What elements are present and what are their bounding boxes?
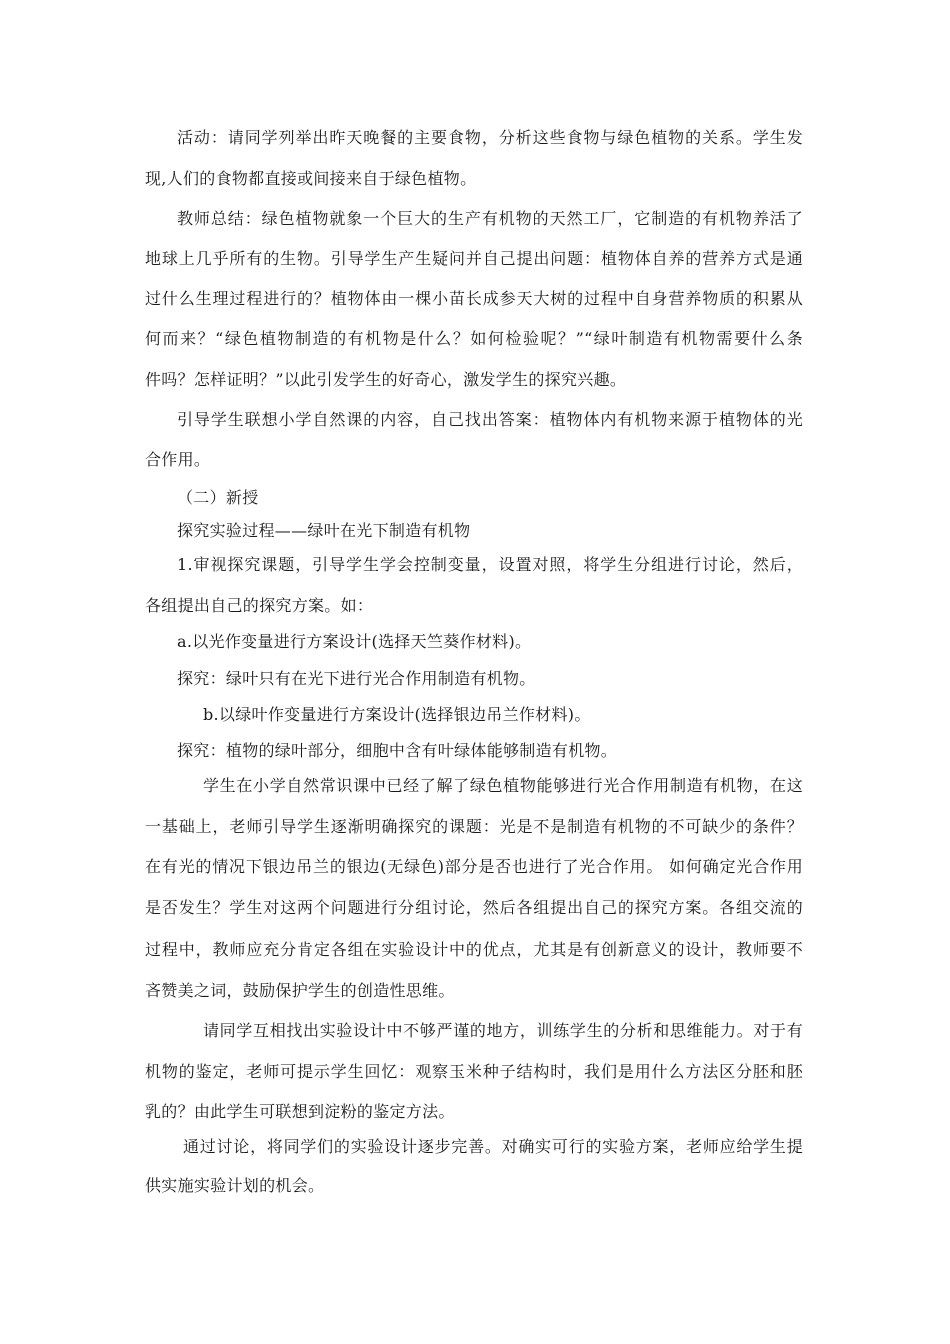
step-one-line-2: 各组提出自己的探究方案。如：: [145, 596, 374, 615]
paragraph-guide-line-2: 合作用。: [145, 450, 211, 469]
paragraph-student-line-4: 是否发生？学生对这两个问题进行分组讨论，然后各组提出自己的探究方案。各组交流的: [145, 898, 803, 917]
paragraph-activity-line-2: 现,人们的食物都直接或间接来自于绿色植物。: [145, 169, 477, 188]
step-one-line-1: 1.审视探究课题，引导学生学会控制变量，设置对照，将学生分组进行讨论，然后，: [177, 555, 803, 574]
paragraph-discussion-line-1: 通过讨论，将同学们的实验设计逐步完善。对确实可行的实验方案，老师应给学生提: [183, 1137, 803, 1156]
paragraph-student-line-2: 一基础上，老师引导学生逐渐明确探究的课题：光是不是制造有机物的不可缺少的条件？: [145, 817, 803, 836]
experiment-heading: 探究实验过程——绿叶在光下制造有机物: [177, 521, 471, 540]
paragraph-summary-line-2: 地球上几乎所有的生物。引导学生产生疑问并自己提出问题：植物体自养的营养方式是通: [145, 249, 803, 268]
paragraph-discussion-line-2: 供实施实验计划的机会。: [145, 1176, 325, 1195]
paragraph-guide-line-1: 引导学生联想小学自然课的内容，自己找出答案：植物体内有机物来源于植物体的光: [177, 410, 803, 429]
section-heading: （二）新授: [177, 488, 259, 507]
paragraph-review-line-1: 请同学互相找出实验设计中不够严谨的地方，训练学生的分析和思维能力。对于有: [203, 1021, 803, 1040]
paragraph-summary-line-5: 件吗？怎样证明？”以此引发学生的好奇心，激发学生的探究兴趣。: [145, 370, 627, 389]
paragraph-summary-line-3: 过什么生理过程进行的？植物体由一棵小苗长成参天大树的过程中自身营养物质的积累从: [145, 289, 803, 308]
paragraph-review-line-3: 乳的？由此学生可联想到淀粉的鉴定方法。: [145, 1102, 455, 1121]
paragraph-review-line-2: 机物的鉴定，老师可提示学生回忆：观察玉米种子结构时，我们是用什么方法区分胚和胚: [145, 1062, 803, 1081]
item-a: a.以光作变量进行方案设计(选择天竺葵作材料)。: [177, 632, 532, 651]
paragraph-student-line-5: 过程中，教师应充分肯定各组在实验设计中的优点，尤其是有创新意义的设计，教师要不: [145, 940, 803, 959]
paragraph-student-line-6: 吝赞美之词，鼓励保护学生的创造性思维。: [145, 981, 455, 1000]
paragraph-summary-line-4: 何而来？“绿色植物制造的有机物是什么？如何检验呢？”“绿叶制造有机物需要什么条: [145, 329, 803, 348]
explore-a: 探究：绿叶只有在光下进行光合作用制造有机物。: [177, 669, 536, 688]
explore-b: 探究：植物的绿叶部分，细胞中含有叶绿体能够制造有机物。: [177, 741, 618, 760]
item-b: b.以绿叶作变量进行方案设计(选择银边吊兰作材料)。: [203, 705, 591, 724]
paragraph-summary-line-1: 教师总结：绿色植物就象一个巨大的生产有机物的天然工厂，它制造的有机物养活了: [177, 209, 803, 228]
paragraph-student-line-1: 学生在小学自然常识课中已经了解了绿色植物能够进行光合作用制造有机物，在这: [203, 776, 803, 795]
paragraph-student-line-3: 在有光的情况下银边吊兰的银边(无绿色)部分是否也进行了光合作用。 如何确定光合作用: [145, 857, 803, 876]
paragraph-activity-line-1: 活动：请同学列举出昨天晚餐的主要食物，分析这些食物与绿色植物的关系。学生发: [177, 128, 803, 147]
